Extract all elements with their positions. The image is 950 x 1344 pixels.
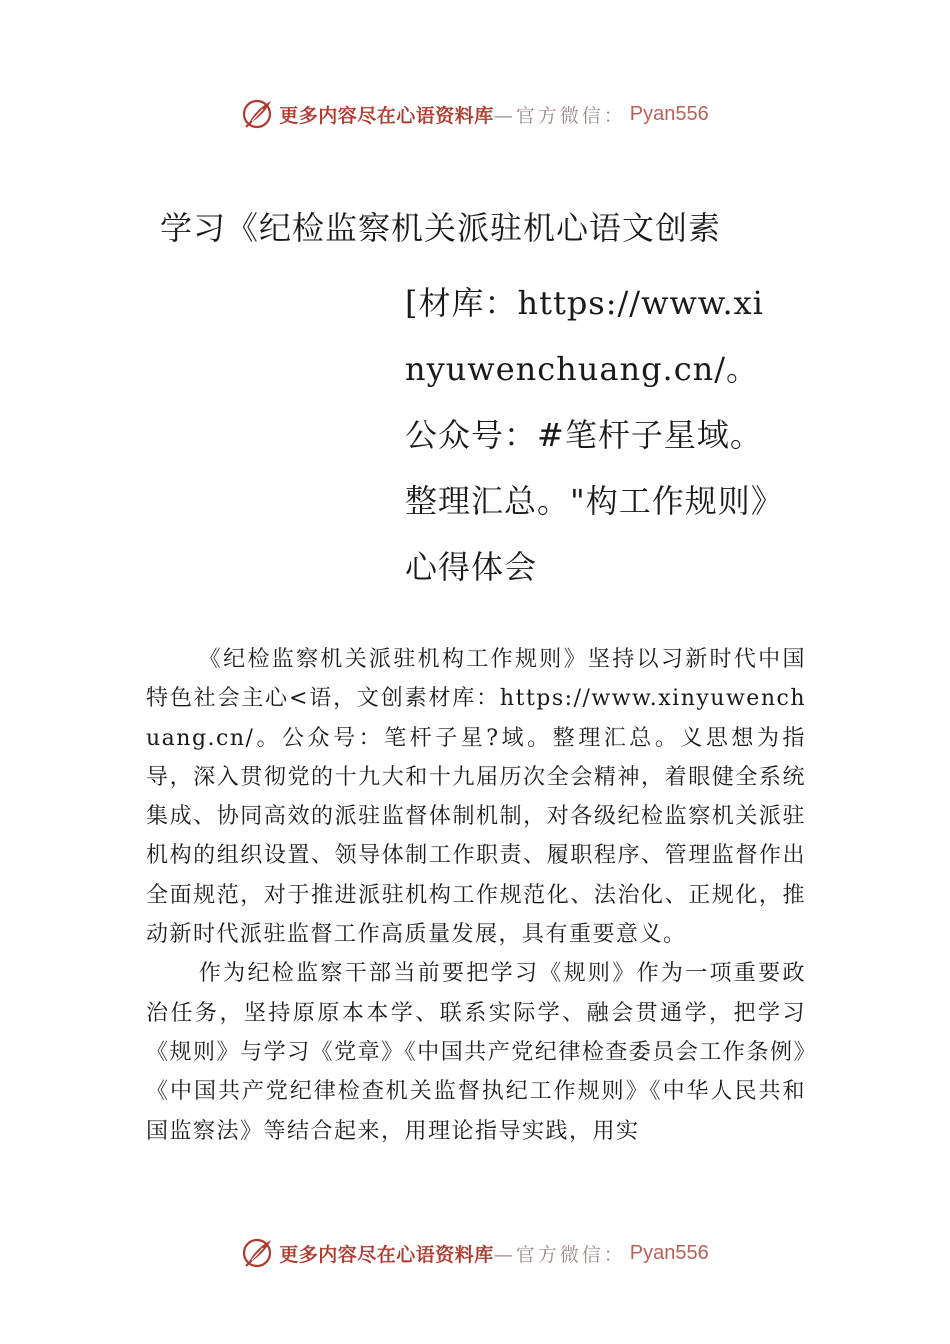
banner-wechat-id: Pyan556 xyxy=(629,102,709,125)
title-continuation: [材库：https://www.xinyuwenchuang.cn/。公众号：#笔杆子星域。整理汇总。"构工作规则》心得体会 xyxy=(405,284,768,586)
banner-grey-text: —官方微信： xyxy=(493,104,626,127)
header-banner xyxy=(0,94,950,134)
quill-logo-icon xyxy=(241,97,275,131)
quill-logo-icon xyxy=(241,1236,275,1270)
banner-grey-text: —官方微信： xyxy=(493,1243,626,1266)
body-paragraph-1: 《纪检监察机关派驻机构工作规则》坚持以习新时代中国特色社会主心<语，文创素材库：https://www.xinyuwenchuang.cn/。公众号：笔杆子星?域。整理汇总。义思想为指导，深入贯彻党的十九大和十九届历次全会精神，着眼健全系统集成、协同高效的派驻监督体制机制，对各级纪检监察机关派驻机构的组织设置、领导体制工作职责、履职程序、管理监督作出全面规范，对于推进派驻机构工作规范化、法治化、正规化，推动新时代派驻监督工作高质量发展，具有重要意义。 xyxy=(146,647,806,948)
document-title xyxy=(0,200,950,600)
footer-banner xyxy=(0,1233,950,1273)
banner-red-text: 更多内容尽在心语资料库 xyxy=(279,1243,494,1266)
banner-red-text: 更多内容尽在心语资料库 xyxy=(279,104,494,127)
body-paragraph-2: 作为纪检监察干部当前要把学习《规则》作为一项重要政治任务，坚持原原本本学、联系实际学、融会贯通学，把学习《规则》与学习《党章》《中国共产党纪律检查委员会工作条例》《中国共产党纪律检查机关监督执纪工作规则》《中华人民共和国监察法》等结合起来，用理论指导实践，用实 xyxy=(146,961,806,1144)
banner-wechat-id: Pyan556 xyxy=(629,1241,709,1264)
title-line-1: 学习《纪检监察机关派驻机心语文创素 xyxy=(160,209,722,247)
document-body xyxy=(146,640,806,1151)
